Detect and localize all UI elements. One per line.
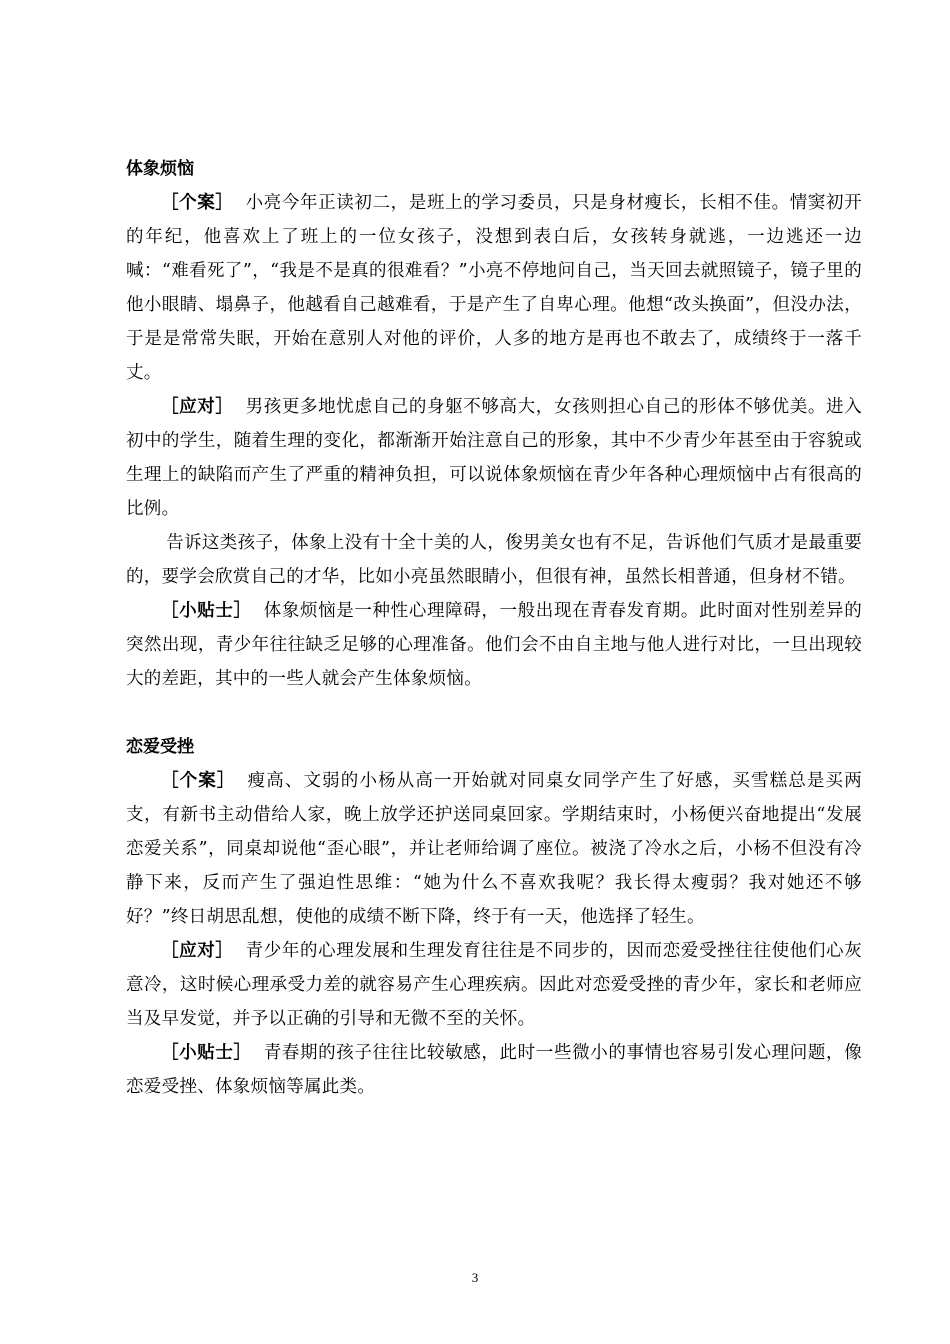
response-paragraph-body-image [126, 390, 862, 526]
response-tag: ［应对］ [161, 397, 234, 417]
response-tag: ［应对］ [161, 941, 234, 961]
response-text: 青少年的心理发展和生理发育往往是不同步的，因而恋爱受挫往往使他们心灰意冷，这时候心理承受力差的就容易产生心理疾病。因此对恋爱受挫的青少年，家长和老师应当及早发觉，并予以正确的引导和无微不至的关怀。 [126, 941, 862, 1029]
tip-paragraph-romance [126, 1036, 862, 1104]
case-text: 小亮今年正读初二，是班上的学习委员，只是身材瘦长，长相不佳。情窦初开的年纪，他喜欢上了班上的一位女孩子，没想到表白后，女孩转身就逃，一边逃还一边喊：“难看死了”，“我是不是真的很难看？”小亮不停地问自己，当天回去就照镜子，镜子里的他小眼睛、塌鼻子，他越看自己越难看，于是产生了自卑心理。他想“改头换面”，但没办法，于是是常常失眠，开始在意别人对他的评价，人多的地方是再也不敢去了，成绩终于一落千丈。 [126, 193, 862, 383]
response-paragraph-romance [126, 934, 862, 1036]
document-body [126, 152, 862, 1104]
section-title-romance-setback: 恋爱受挫 [126, 737, 194, 757]
case-text: 瘦高、文弱的小杨从高一开始就对同桌女同学产生了好感，买雪糕总是买两支，有新书主动借给人家，晚上放学还护送同桌回家。学期结束时，小杨便兴奋地提出“发展恋爱关系”，同桌却说他“歪心眼”，并让老师给调了座位。被浇了冷水之后，小杨不但没有冷静下来，反而产生了强迫性思维：“她为什么不喜欢我呢？我长得太瘦弱？我对她还不够好？”终日胡思乱想，使他的成绩不断下降，终于有一天，他选择了轻生。 [126, 771, 862, 927]
tip-tag: ［小贴士］ [161, 601, 252, 621]
tip-paragraph-body-image [126, 594, 862, 696]
advice-paragraph-body-image: 告诉这类孩子，体象上没有十全十美的人，俊男美女也有不足，告诉他们气质才是最重要的，要学会欣赏自己的才华，比如小亮虽然眼睛小，但很有神，虽然长相普通，但身材不错。 [126, 533, 862, 587]
tip-tag: ［小贴士］ [161, 1043, 252, 1063]
page-number: 3 [471, 1270, 479, 1285]
tip-text: 体象烦恼是一种性心理障碍，一般出现在青春发育期。此时面对性别差异的突然出现，青少年往往缺乏足够的心理准备。他们会不由自主地与他人进行对比，一旦出现较大的差距，其中的一些人就会产生体象烦恼。 [126, 601, 862, 689]
case-paragraph-body-image [126, 186, 862, 390]
section-spacer [126, 696, 862, 730]
case-tag: ［个案］ [161, 771, 236, 791]
section-title-body-image: 体象烦恼 [126, 159, 194, 179]
tip-text: 青春期的孩子往往比较敏感，此时一些微小的事情也容易引发心理问题，像恋爱受挫、体象烦恼等属此类。 [126, 1043, 862, 1097]
case-tag: ［个案］ [161, 193, 234, 213]
case-paragraph-romance [126, 764, 862, 934]
response-text: 男孩更多地忧虑自己的身躯不够高大，女孩则担心自己的形体不够优美。进入初中的学生，随着生理的变化，都渐渐开始注意自己的形象，其中不少青少年甚至由于容貌或生理上的缺陷而产生了严重的精神负担，可以说体象烦恼在青少年各种心理烦恼中占有很高的比例。 [126, 397, 862, 519]
